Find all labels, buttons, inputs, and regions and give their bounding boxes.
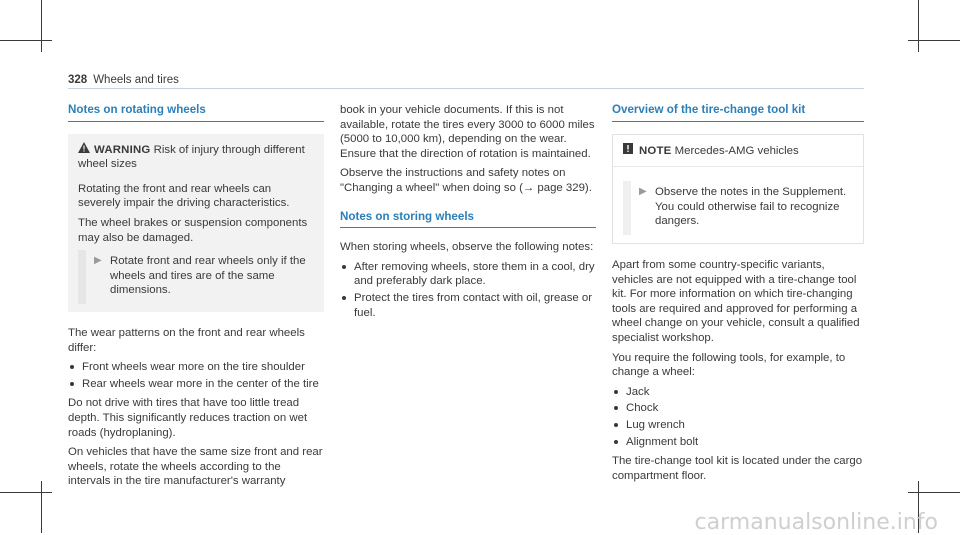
section-heading: Notes on storing wheels [340,210,596,229]
crop-mark [908,492,960,493]
paragraph: The tire-change tool kit is located under the cargo compartment floor. [612,455,863,482]
instruction-step [623,181,853,235]
paragraph: Observe the instructions and safety notes on "Changing a wheel" when doing so (→ page 329). [340,167,592,194]
watermark: carmanualsonline.info [694,510,938,535]
paragraph: book in your vehicle documents. If this is not available, rotate the tires every 3000 to 6000 miles (5000 to 10,000 km), depending on the wear. Ensure that the direction of rotation is maintained. [340,104,595,160]
note-body [613,167,863,243]
paragraph: Apart from some country-specific variants, vehicles are not equipped with a tire-change tool kit. For more information on which tire-changing tools are required and approved for performing a wheel change on your vehicle, consult a qualified specialist workshop. [612,258,860,344]
list-item: Lug wrench [612,418,864,433]
column-3 [612,103,864,488]
list-item: Front wheels wear more on the tire shoulder [68,360,324,375]
crop-mark [918,0,919,52]
note-header [613,135,863,168]
bullet-list [68,360,324,391]
crop-mark [0,492,52,493]
instruction-text: Rotate front and rear wheels only if the wheels and tires are of the same dimensions. [110,255,306,297]
list-item: After removing wheels, store them in a cool, dry and preferably dark place. [340,260,596,289]
arrow-right-icon: ▶ [94,255,102,267]
warning-triangle-icon [78,142,94,158]
instruction-text: Observe the notes in the Supplement. You could otherwise fail to recognize dangers. [655,186,847,228]
crop-mark [0,40,52,41]
paragraph: On vehicles that have the same size front and rear wheels, rotate the wheels according to the intervals in the tire manufacturer's warranty [68,446,323,488]
note-title: Mercedes-AMG vehicles [674,144,799,157]
arrow-right-icon: ▶ [639,186,647,198]
page-number: 328 [68,74,88,86]
paragraph: The wear patterns on the front and rear wheels differ: [68,326,305,354]
list-item: Protect the tires from contact with oil, grease or fuel. [340,291,596,320]
warning-text: Rotating the front and rear wheels can severely impair the driving characteristics. [78,182,290,210]
warning-header [68,134,324,178]
crop-mark [908,40,960,41]
section-heading: Notes on rotating wheels [68,103,324,122]
paragraph: When storing wheels, observe the following notes: [340,241,594,254]
warning-body [68,178,324,312]
paragraph: Do not drive with tires that have too little tread depth. This significantly reduces traction on wet roads (hydroplaning). [68,397,308,439]
instruction-step [78,250,314,304]
column-1 [68,103,324,494]
crop-mark [41,0,42,52]
column-2 [340,103,596,325]
list-item: Rear wheels wear more in the center of the tire [68,377,324,392]
header-rule [68,88,864,89]
page-title: Wheels and tires [93,74,179,86]
page-header [68,73,179,88]
warning-box [68,134,324,312]
exclamation-icon [623,143,639,159]
section-heading: Overview of the tire-change tool kit [612,103,864,122]
list-item: Chock [612,401,864,416]
bullet-list [340,260,596,320]
paragraph: You require the following tools, for example, to change a wheel: [612,351,846,379]
list-item: Jack [612,385,864,400]
warning-text: The wheel brakes or suspension components may also be damaged. [78,216,308,244]
list-item: Alignment bolt [612,435,864,450]
note-box [612,134,864,244]
bullet-list [612,385,864,449]
warning-label: WARNING [94,143,151,156]
note-label: NOTE [639,144,672,157]
warning-title: Risk of injury through different wheel sizes [78,143,305,171]
crop-mark [41,481,42,533]
